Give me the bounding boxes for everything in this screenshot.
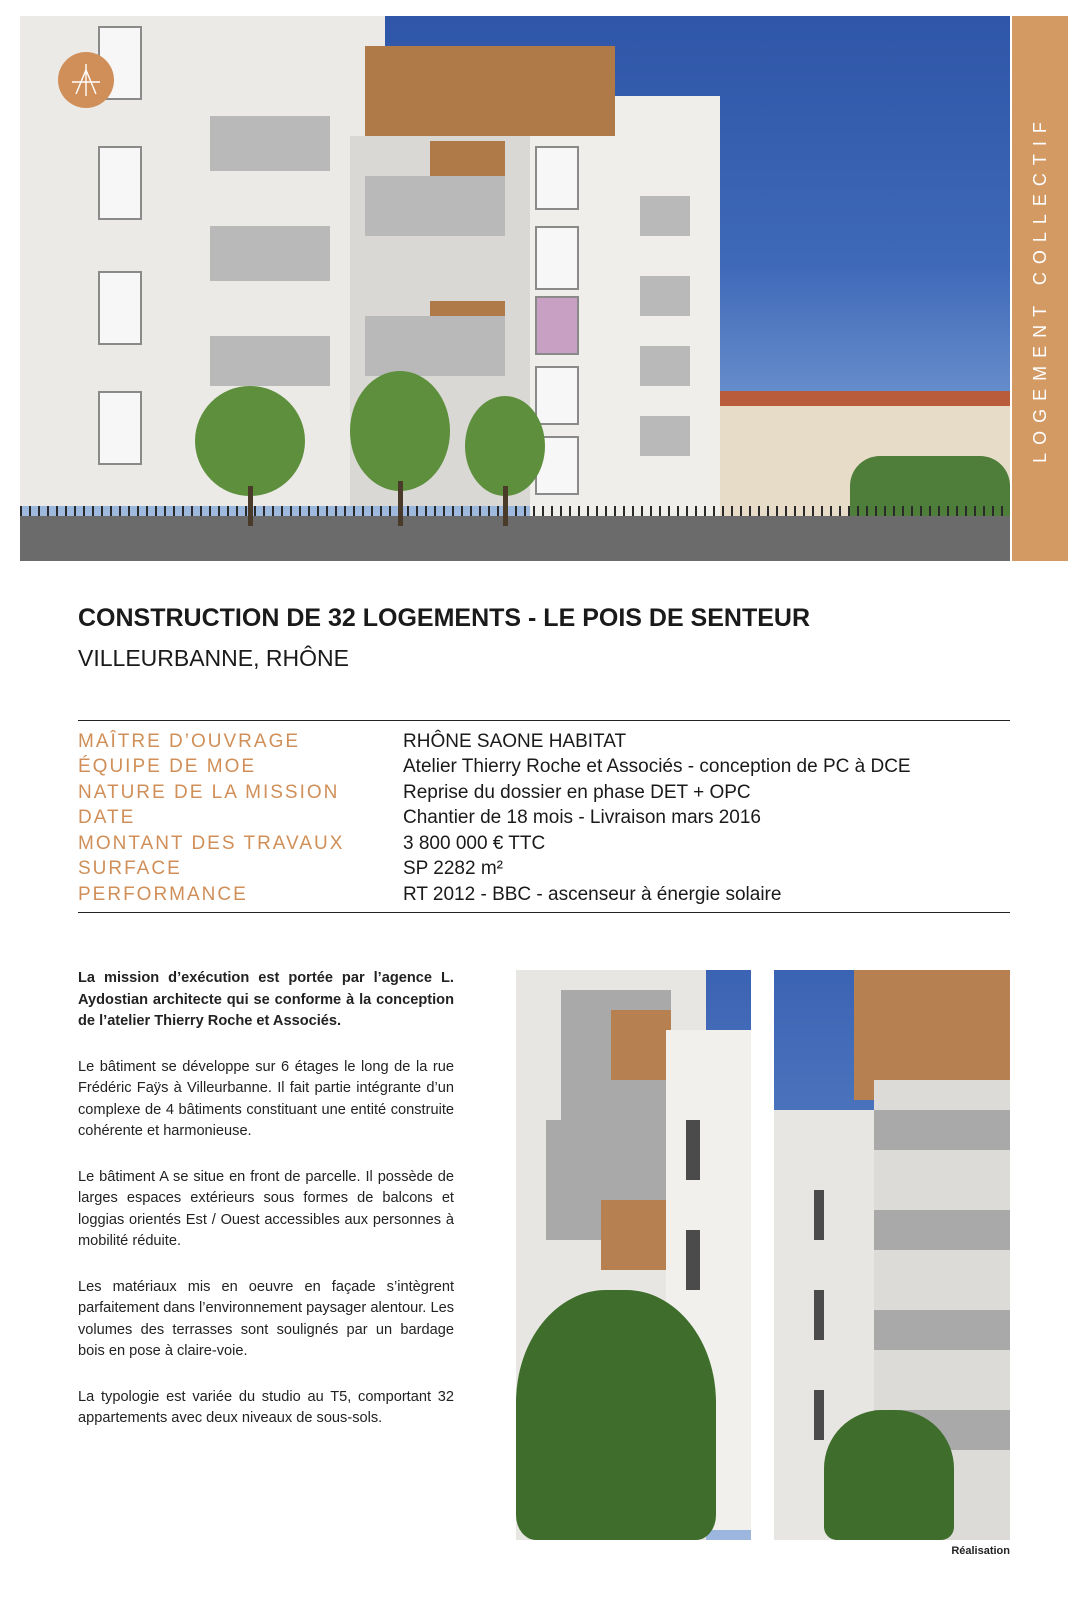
description-text <box>78 968 454 1454</box>
description-paragraph: Le bâtiment A se situe en front de parcelle. Il possède de larges espaces extérieurs sous formes de balcons et loggias orientés Est / Ouest accessibles aux personnes à mobilité réduite. <box>78 1168 454 1249</box>
tree <box>824 1410 954 1540</box>
tree <box>195 386 305 496</box>
info-label: ÉQUIPE DE MOE <box>78 756 257 778</box>
tree <box>516 1290 716 1540</box>
logo-mark-icon <box>66 60 106 100</box>
wood-box <box>611 1010 671 1080</box>
window <box>535 366 579 425</box>
window <box>98 391 142 465</box>
description-lead: La mission d’exécution est portée par l’agence L. Aydostian architecte qui se conforme à la conception de l’atelier Thierry Roche et Associés. <box>78 970 454 1029</box>
info-row <box>78 882 1010 908</box>
info-label: MONTANT DES TRAVAUX <box>78 832 345 854</box>
window <box>814 1290 824 1340</box>
balcony <box>365 176 505 236</box>
info-row <box>78 806 1010 832</box>
window <box>98 271 142 345</box>
info-label: DATE <box>78 807 136 829</box>
hero-photo <box>20 16 1010 561</box>
project-location: VILLEURBANNE, RHÔNE <box>78 645 349 671</box>
info-value: SP 2282 m² <box>403 858 503 880</box>
window <box>686 1120 700 1180</box>
balcony <box>874 1310 1010 1350</box>
description-paragraph: Les matériaux mis en oeuvre en façade s’intègrent parfaitement dans l’environnement paysager alentour. Les volumes des terrasses sont soulignés par un bardage bois en pose à claire-voie. <box>78 1278 454 1359</box>
wood-cladding <box>365 46 615 136</box>
info-row <box>78 780 1010 806</box>
facade-photo-right <box>774 970 1010 1540</box>
tree-trunk <box>398 481 403 526</box>
info-row <box>78 729 1010 755</box>
project-title: CONSTRUCTION DE 32 LOGEMENTS - LE POIS DE SENTEUR <box>78 604 811 632</box>
info-value: Chantier de 18 mois - Livraison mars 2016 <box>403 807 762 829</box>
balcony <box>210 226 330 281</box>
balcony <box>874 1210 1010 1250</box>
balcony <box>874 1110 1010 1150</box>
balcony <box>210 336 330 386</box>
balcony <box>640 276 690 316</box>
info-value: 3 800 000 € TTC <box>403 832 546 854</box>
window <box>814 1390 824 1440</box>
info-label: PERFORMANCE <box>78 883 248 905</box>
window <box>535 226 579 290</box>
info-row <box>78 857 1010 883</box>
window <box>535 146 579 210</box>
info-value: Reprise du dossier en phase DET + OPC <box>403 781 751 803</box>
info-label: SURFACE <box>78 858 182 880</box>
tree-trunk <box>248 486 253 526</box>
ground <box>20 516 1010 561</box>
info-row <box>78 831 1010 857</box>
wood-box <box>601 1200 666 1270</box>
window <box>686 1230 700 1290</box>
balcony <box>640 346 690 386</box>
photo-caption: Réalisation <box>951 1545 1010 1557</box>
info-label: NATURE DE LA MISSION <box>78 781 340 803</box>
agency-logo <box>58 52 114 108</box>
info-value: Atelier Thierry Roche et Associés - conception de PC à DCE <box>403 756 911 778</box>
description-paragraph: Le bâtiment se développe sur 6 étages le long de la rue Frédéric Faÿs à Villeurbanne. Il fait partie intégrante d’un complexe de 4 bâtiments constituant une entité construite cohérente et harmonieuse. <box>78 1058 454 1139</box>
tree <box>465 396 545 496</box>
info-row <box>78 755 1010 781</box>
window <box>814 1190 824 1240</box>
info-value: RT 2012 - BBC - ascenseur à énergie solaire <box>403 883 782 905</box>
balcony <box>640 416 690 456</box>
window <box>98 146 142 220</box>
balcony <box>210 116 330 171</box>
tree <box>350 371 450 491</box>
balcony <box>365 316 505 376</box>
balcony <box>640 196 690 236</box>
project-info-table <box>78 720 1010 913</box>
category-label: LOGEMENT COLLECTIF <box>1029 114 1050 463</box>
category-band <box>1012 16 1068 561</box>
info-value: RHÔNE SAONE HABITAT <box>403 730 627 752</box>
facade-photo-left <box>516 970 751 1540</box>
info-label: MAÎTRE D’OUVRAGE <box>78 730 301 752</box>
description-paragraph: La typologie est variée du studio au T5, comportant 32 appartements avec deux niveaux de sous-sols. <box>78 1388 454 1426</box>
tree-trunk <box>503 486 508 526</box>
window <box>535 296 579 355</box>
